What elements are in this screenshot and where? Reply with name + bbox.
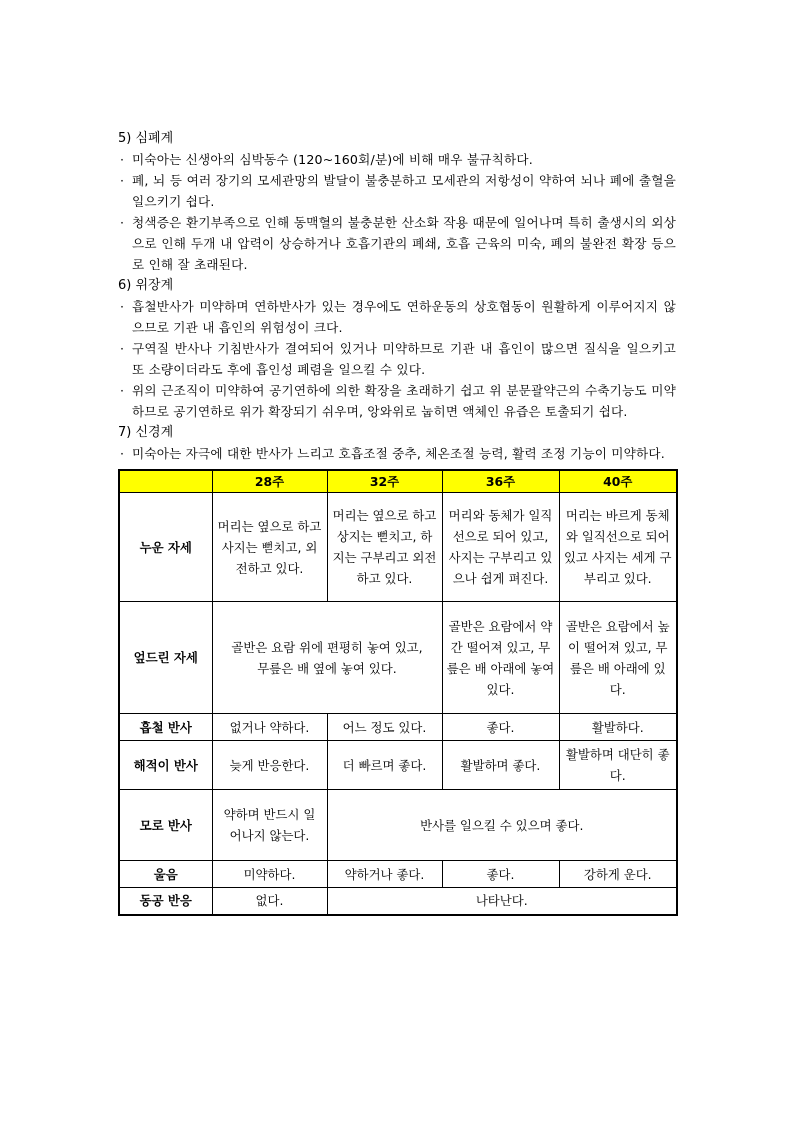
bullet: · — [120, 383, 125, 398]
table-header-40w: 40주 — [559, 470, 677, 493]
table-cell: 반사를 일으킬 수 있으며 좋다. — [327, 790, 677, 861]
list-item — [118, 170, 676, 212]
list-item — [118, 296, 676, 338]
list-item — [118, 149, 676, 170]
table-header-corner — [119, 470, 212, 493]
table-cell: 약하며 반드시 일어나지 않는다. — [212, 790, 327, 861]
table-cell: 머리와 동체가 일직선으로 되어 있고, 사지는 구부리고 있으나 쉽게 펴진다. — [442, 493, 559, 602]
row-label: 해적이 반사 — [119, 741, 212, 790]
table-row-rooting — [119, 741, 677, 790]
table-header-row — [119, 470, 677, 493]
table-row-prone — [119, 602, 677, 714]
section-heading: 5) 심폐계 — [118, 131, 174, 146]
table-cell: 활발하며 좋다. — [442, 741, 559, 790]
list-item-text: 청색증은 환기부족으로 인해 동맥혈의 불충분한 산소화 작용 때문에 일어나며 특히 출생시의 외상으로 인해 두개 내 압력이 상승하거나 호흡기관의 폐쇄, 호흡 근육의 미숙, 폐의 불완전 확장 등으로 인해 잘 초래된다. — [132, 215, 676, 272]
bullet: · — [120, 173, 125, 188]
table-cell: 어느 정도 있다. — [327, 714, 442, 741]
table-cell: 강하게 운다. — [559, 861, 677, 888]
list-item-text: 위의 근조직이 미약하여 공기연하에 의한 확장을 초래하기 쉽고 위 분문괄약근의 수축기능도 미약하므로 공기연하로 위가 확장되기 쉬우며, 앙와위로 눕히면 액체인 유즙은 토출되기 쉽다. — [132, 383, 676, 419]
bullet: · — [120, 341, 125, 356]
section-nervous — [118, 422, 676, 464]
table-row-moro — [119, 790, 677, 861]
list-item — [118, 212, 676, 275]
table-cell: 더 빠르며 좋다. — [327, 741, 442, 790]
row-label: 엎드린 자세 — [119, 602, 212, 714]
section-heading: 7) 신경계 — [118, 425, 174, 440]
table-cell: 머리는 바르게 동체와 일직선으로 되어 있고 사지는 세게 구부리고 있다. — [559, 493, 677, 602]
table-cell: 없다. — [212, 888, 327, 915]
table-cell: 활발하다. — [559, 714, 677, 741]
list-item — [118, 443, 676, 464]
row-label: 동공 반응 — [119, 888, 212, 915]
row-label: 모로 반사 — [119, 790, 212, 861]
table-cell: 늦게 반응한다. — [212, 741, 327, 790]
bullet: · — [120, 215, 125, 230]
table-cell: 골반은 요람 위에 편평히 놓여 있고, 무릎은 배 옆에 놓여 있다. — [212, 602, 442, 714]
row-label: 흡철 반사 — [119, 714, 212, 741]
table-row-pupil — [119, 888, 677, 915]
list-item — [118, 380, 676, 422]
list-item — [118, 338, 676, 380]
table-row-lying — [119, 493, 677, 602]
bullet: · — [120, 152, 125, 167]
document-page — [118, 128, 676, 916]
list-item-text: 미숙아는 자극에 대한 반사가 느리고 호흡조절 중추, 체온조절 능력, 활력 조정 기능이 미약하다. — [132, 446, 665, 461]
row-label: 울음 — [119, 861, 212, 888]
table-header-36w: 36주 — [442, 470, 559, 493]
table-cell: 나타난다. — [327, 888, 677, 915]
row-label: 누운 자세 — [119, 493, 212, 602]
section-cardiopulmonary — [118, 128, 676, 275]
list-item-text: 폐, 뇌 등 여러 장기의 모세관망의 발달이 불충분하고 모세관의 저항성이 약하여 뇌나 폐에 출혈을 일으키기 쉽다. — [132, 173, 676, 209]
section-gastrointestinal — [118, 275, 676, 422]
table-cell: 활발하며 대단히 좋다. — [559, 741, 677, 790]
table-cell: 골반은 요람에서 높이 떨어져 있고, 무릎은 배 아래에 있다. — [559, 602, 677, 714]
table-cell: 머리는 옆으로 하고 사지는 뻗치고, 외전하고 있다. — [212, 493, 327, 602]
gestational-age-table — [118, 469, 678, 916]
list-item-text: 흡철반사가 미약하며 연하반사가 있는 경우에도 연하운동의 상호협동이 원활하게 이루어지지 않으므로 기관 내 흡인의 위험성이 크다. — [132, 299, 676, 335]
table-cell: 좋다. — [442, 714, 559, 741]
table-row-cry — [119, 861, 677, 888]
table-cell: 미약하다. — [212, 861, 327, 888]
bullet: · — [120, 299, 125, 314]
table-header-28w: 28주 — [212, 470, 327, 493]
table-cell: 좋다. — [442, 861, 559, 888]
table-header-32w: 32주 — [327, 470, 442, 493]
bullet: · — [120, 446, 125, 461]
table-cell: 없거나 약하다. — [212, 714, 327, 741]
table-row-sucking — [119, 714, 677, 741]
section-heading: 6) 위장계 — [118, 278, 174, 293]
list-item-text: 미숙아는 신생아의 심박동수 (120~160회/분)에 비해 매우 불규칙하다. — [132, 152, 533, 167]
table-cell: 머리는 옆으로 하고 상지는 뻗치고, 하지는 구부리고 외전 하고 있다. — [327, 493, 442, 602]
table-cell: 골반은 요람에서 약간 떨어져 있고, 무릎은 배 아래에 놓여 있다. — [442, 602, 559, 714]
table-cell: 약하거나 좋다. — [327, 861, 442, 888]
list-item-text: 구역질 반사나 기침반사가 결여되어 있거나 미약하므로 기관 내 흡인이 많으면 질식을 일으키고 또 소량이더라도 후에 흡인성 폐렴을 일으킬 수 있다. — [132, 341, 676, 377]
